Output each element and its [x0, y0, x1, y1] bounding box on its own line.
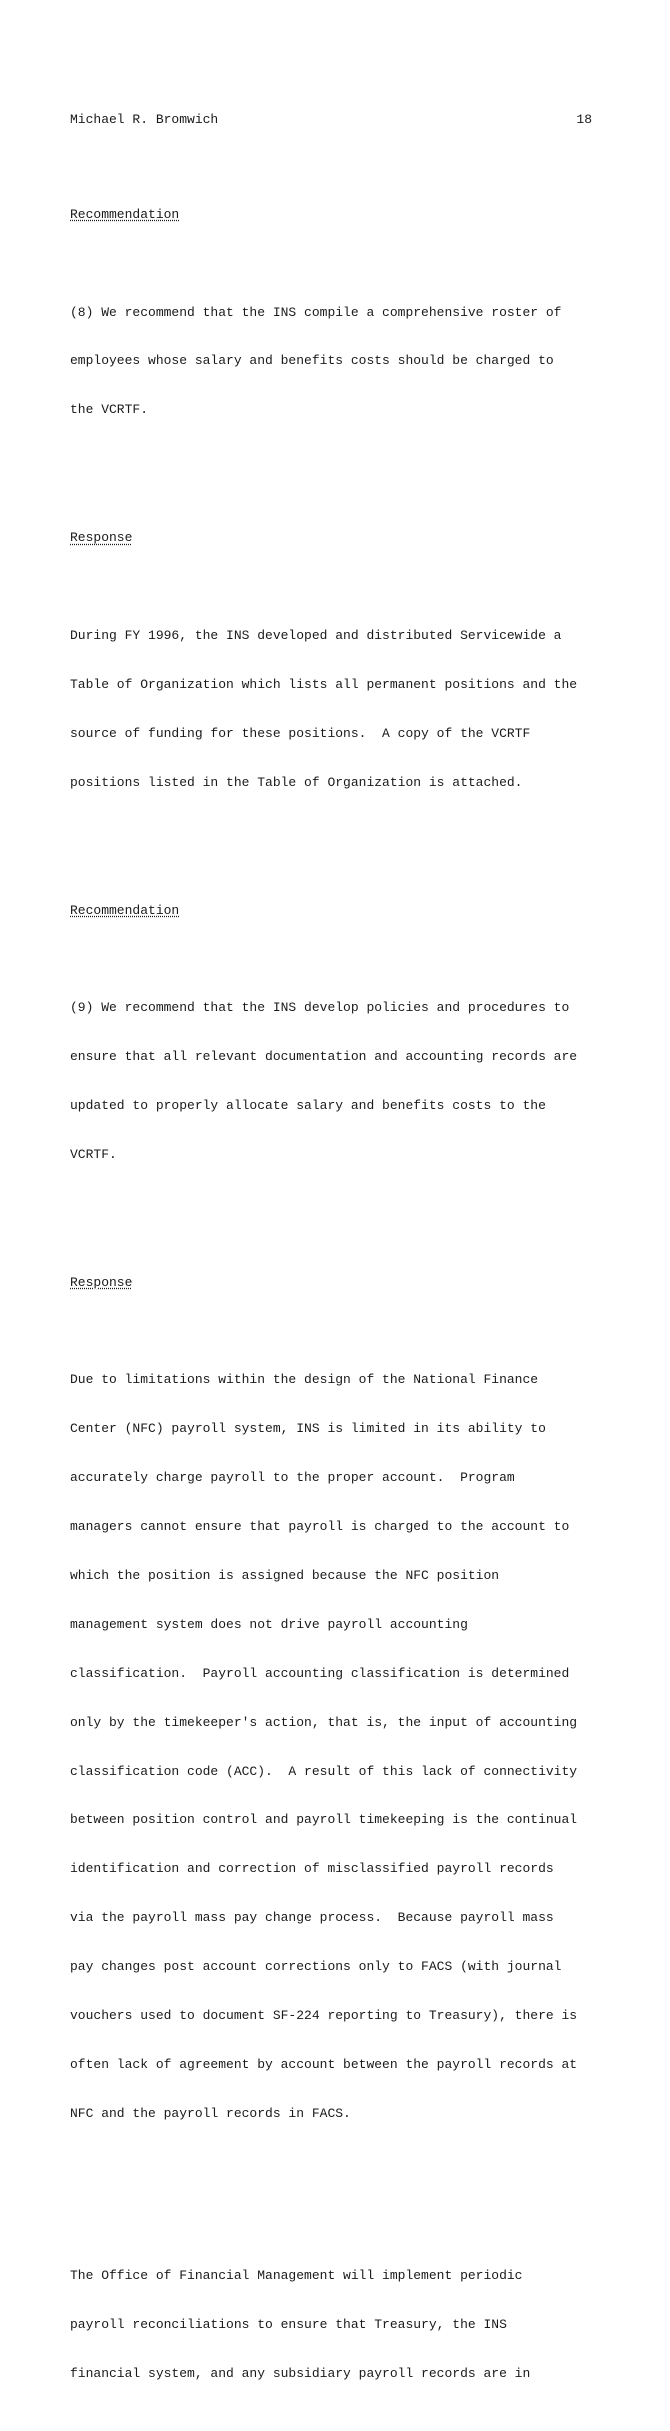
text-line: classification code (ACC). A result of this lack of connectivity — [70, 1763, 578, 1779]
text-line: During FY 1996, the INS developed and distributed Servicewide a — [70, 627, 562, 643]
text-line: Due to limitations within the design of the National Finance — [70, 1372, 539, 1388]
text-line: source of funding for these positions. A copy of the VCRTF — [70, 725, 531, 741]
section-heading: Recommendation — [70, 902, 180, 918]
text-line: between position control and payroll timekeeping is the continual — [70, 1812, 578, 1828]
paragraph — [70, 595, 592, 823]
text-line: which the position is assigned because the NFC position — [70, 1567, 500, 1583]
text-line: vouchers used to document SF-224 reporting to Treasury), there is — [70, 2007, 578, 2023]
text-line: The Office of Financial Management will implement periodic — [70, 2268, 523, 2284]
section-heading: Response — [70, 1274, 133, 1290]
paragraph — [70, 2236, 592, 2415]
text-line: classification. Payroll accounting classification is determined — [70, 1665, 570, 1681]
text-line: pay changes post account corrections only to FACS (with journal — [70, 1959, 562, 1975]
text-line: ensure that all relevant documentation and accounting records are — [70, 1049, 578, 1065]
text-line: identification and correction of misclassified payroll records — [70, 1861, 554, 1877]
text-line: (8) We recommend that the INS compile a comprehensive roster of — [70, 304, 562, 320]
text-line: the VCRTF. — [70, 402, 149, 418]
text-line: (9) We recommend that the INS develop policies and procedures to — [70, 1000, 570, 1016]
text-line: employees whose salary and benefits costs should be charged to — [70, 353, 554, 369]
section-heading: Response — [70, 530, 133, 546]
page-header — [70, 112, 592, 128]
section-heading: Recommendation — [70, 207, 180, 223]
text-line: often lack of agreement by account between the payroll records at — [70, 2056, 578, 2072]
text-line: management system does not drive payroll accounting — [70, 1616, 468, 1632]
text-line: only by the timekeeper's action, that is, the input of accounting — [70, 1714, 578, 1730]
text-line: VCRTF. — [70, 1146, 117, 1162]
page-number: 18 — [576, 111, 592, 127]
text-line: via the payroll mass pay change process. Because payroll mass — [70, 1910, 554, 1926]
text-line: positions listed in the Table of Organization is attached. — [70, 774, 523, 790]
paragraph — [70, 272, 592, 451]
paragraph — [70, 1340, 592, 2155]
text-line: updated to properly allocate salary and benefits costs to the — [70, 1097, 546, 1113]
text-line: Table of Organization which lists all permanent positions and the — [70, 676, 578, 692]
text-line: payroll reconciliations to ensure that Treasury, the INS — [70, 2317, 507, 2333]
text-line: managers cannot ensure that payroll is charged to the account to — [70, 1519, 570, 1535]
text-line: NFC and the payroll records in FACS. — [70, 2105, 351, 2121]
document-page — [70, 79, 592, 2431]
text-line: financial system, and any subsidiary payroll records are in — [70, 2366, 531, 2382]
paragraph — [70, 968, 592, 1196]
author-name: Michael R. Bromwich — [70, 111, 219, 127]
text-line: accurately charge payroll to the proper account. Program — [70, 1470, 515, 1486]
text-line: Center (NFC) payroll system, INS is limited in its ability to — [70, 1421, 546, 1437]
